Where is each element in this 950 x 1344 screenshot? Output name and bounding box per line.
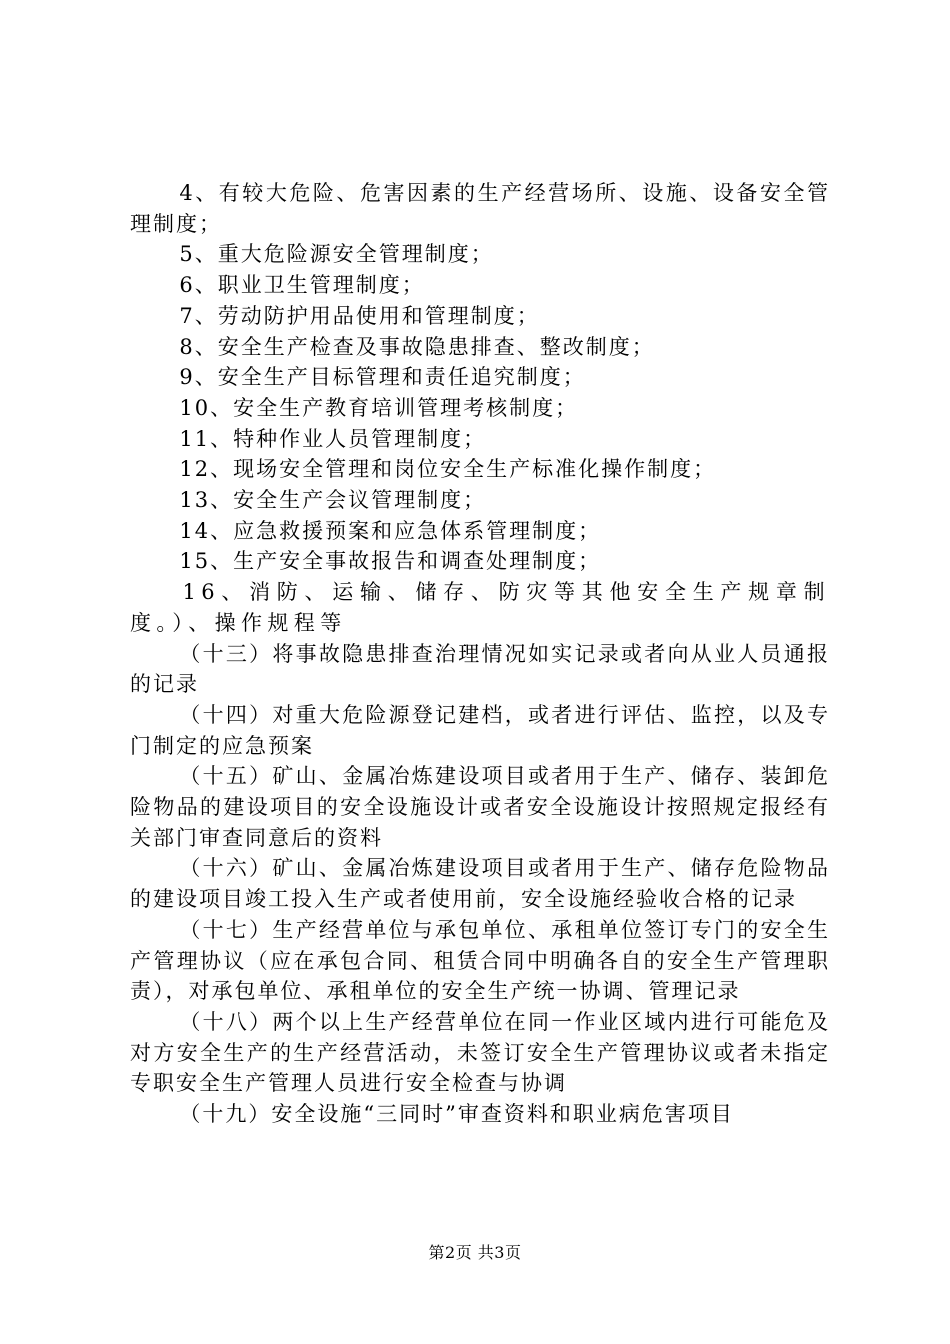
list-item-13: 13、安全生产会议管理制度； xyxy=(179,488,487,513)
list-item-9: 9、安全生产目标管理和责任追究制度； xyxy=(179,365,586,390)
section-13-paragraph: （十三）将事故隐患排查治理情况如实记录或者向从业人员通报的记录 xyxy=(130,641,830,697)
list-item-15: 15、生产安全事故报告和调查处理制度； xyxy=(179,549,602,574)
list-item-10: 10、安全生产教育培训管理考核制度； xyxy=(179,395,579,420)
document-body xyxy=(130,178,830,1130)
section-14-paragraph: （十四）对重大危险源登记建档，或者进行评估、监控，以及专门制定的应急预案 xyxy=(130,702,830,758)
list-item-16: 16、消防、运输、储存、防灾等其他安全生产规章制度。）、操作规程等 xyxy=(130,580,830,635)
section-19-paragraph: （十九）安全设施“三同时”审查资料和职业病危害项目 xyxy=(179,1102,734,1127)
page-number-footer: 第2页 共3页 xyxy=(428,1243,522,1262)
section-18-paragraph: （十八）两个以上生产经营单位在同一作业区域内进行可能危及对方安全生产的生产经营活动，未签订安全生产管理协议或者未指定专职安全生产管理人员进行安全检查与协调 xyxy=(130,1009,830,1096)
list-item-6: 6、职业卫生管理制度； xyxy=(179,273,425,298)
list-item-4: 4、有较大危险、危害因素的生产经营场所、设施、设备安全管理制度； xyxy=(130,181,830,236)
list-item-12: 12、现场安全管理和岗位安全生产标准化操作制度； xyxy=(179,457,717,482)
list-item-14: 14、应急救援预案和应急体系管理制度； xyxy=(179,518,602,543)
list-item-11: 11、特种作业人员管理制度； xyxy=(179,426,487,451)
list-item-7: 7、劳动防护用品使用和管理制度； xyxy=(179,303,540,328)
section-17-paragraph: （十七）生产经营单位与承包单位、承租单位签订专门的安全生产管理协议（应在承包合同、租赁合同中明确各自的安全生产管理职责），对承包单位、承租单位的安全生产统一协调、管理记录 xyxy=(130,917,830,1004)
section-16-paragraph: （十六）矿山、金属冶炼建设项目或者用于生产、储存危险物品的建设项目竣工投入生产或者使用前，安全设施经验收合格的记录 xyxy=(130,856,830,912)
list-item-5: 5、重大危险源安全管理制度； xyxy=(179,242,494,267)
section-15-paragraph: （十五）矿山、金属冶炼建设项目或者用于生产、储存、装卸危险物品的建设项目的安全设施设计或者安全设施设计按照规定报经有关部门审查同意后的资料 xyxy=(130,764,830,850)
list-item-8: 8、安全生产检查及事故隐患排查、整改制度； xyxy=(179,334,655,359)
